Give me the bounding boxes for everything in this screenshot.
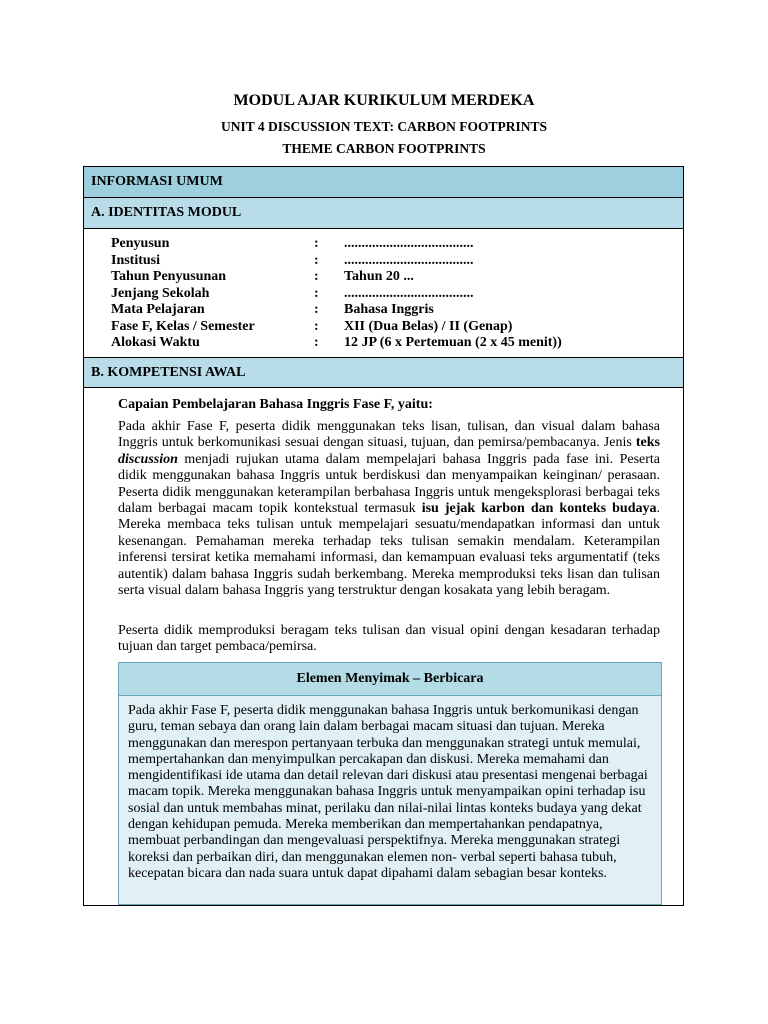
section-identitas-modul — [84, 198, 683, 229]
identity-label: Tahun Penyusunan — [111, 269, 227, 284]
identity-colon: : — [314, 236, 319, 251]
section-kompetensi-awal — [84, 357, 683, 388]
capaian-paragraph-2: Peserta didik memproduksi beragam teks tulisan dan visual opini dengan kesadaran terhadap tujuan dan target pembaca/pemirsa. — [118, 623, 660, 655]
identity-colon: : — [314, 285, 319, 301]
identity-value: XII (Dua Belas) / II (Genap) — [344, 318, 513, 334]
identity-colon: : — [314, 302, 319, 317]
module-table — [83, 166, 684, 906]
identity-value: Tahun 20 ... — [344, 269, 414, 284]
identity-value: ..................................... — [344, 252, 474, 268]
identity-label: Jenjang Sekolah — [111, 285, 210, 301]
identity-label: Alokasi Waktu — [111, 335, 200, 350]
section-informasi-umum-label: INFORMASI UMUM — [91, 174, 223, 189]
capaian-heading: Capaian Pembelajaran Bahasa Inggris Fase F, yaitu: — [118, 397, 433, 412]
document-title: MODUL AJAR KURIKULUM MERDEKA — [233, 92, 535, 109]
elemen-menyimak-box — [118, 662, 662, 905]
identity-label: Mata Pelajaran — [111, 302, 205, 317]
capaian-bold-isu: isu jejak karbon dan konteks budaya — [421, 501, 657, 517]
capaian-text: menjadi rujukan utama dalam mempelajari bahasa Inggris pada fase ini. Peserta didik menggunakan bahasa Inggris untuk berdiskusi dan menyampaikan keinginan/ perasaan. Peserta didik menggunakan keterampilan berbahasa Inggris untuk mengeksplorasi berbagai teks dalam berbagai macam topik kontekstual termasuk — [118, 451, 660, 517]
theme-title: THEME CARBON FOOTPRINTS — [282, 141, 486, 156]
capaian-bold-discussion: discussion — [118, 451, 178, 467]
identity-colon: : — [314, 269, 319, 284]
identity-value: ..................................... — [344, 236, 474, 251]
section-identitas-modul-label: A. IDENTITAS MODUL — [91, 205, 242, 220]
unit-title: UNIT 4 DISCUSSION TEXT: CARBON FOOTPRINTS — [221, 119, 547, 134]
elemen-menyimak-body: Pada akhir Fase F, peserta didik menggunakan bahasa Inggris untuk berkomunikasi dengan guru, teman sebaya dan orang lain dalam berbagai macam situasi dan tujuan. Mereka menggunakan dan merespon pertanyaan terbuka dan menggunakan strategi untuk memulai, mempertahankan dan menyimpulkan percakapan dan diskusi. Mereka memahami dan mengidentifikasi ide utama dan detail relevan dari diskusi atau presentasi mengenai berbagai macam topik. Mereka menggunakan bahasa Inggris untuk menyampaikan opini terhadap isu sosial dan untuk membahas minat, perilaku dan nilai-nilai lintas konteks budaya yang dekat dengan kehidupan pemuda. Mereka memberikan dan mempertahankan pendapatnya, membuat perbandingan dan mengevaluasi perspektifnya. Mereka menggunakan strategi koreksi dan perbaikan diri, dan menggunakan elemen non- verbal seperti bahasa tubuh, kecepatan bicara dan nada suara untuk dapat dipahami dalam sebagian besar konteks. — [128, 703, 648, 881]
identity-value: 12 JP (6 x Pertemuan (2 x 45 menit)) — [344, 335, 562, 350]
capaian-text: Pada akhir Fase F, peserta didik menggunakan teks lisan, tulisan, dan visual dalam bahasa Inggris untuk berkomunikasi sesuai dengan situasi, tujuan, dan pemirsa/pembacanya. Jenis — [118, 419, 660, 451]
section-informasi-umum — [84, 167, 683, 198]
capaian-text: . Mereka membaca teks tulisan untuk mempelajari sesuatu/mendapatkan informasi dan untuk kesenangan. Pemahaman mereka terhadap teks tulisan semakin mendalam. Keterampilan inferensi tersirat ketika memahami informasi, dan kemampuan evaluasi teks argumentatif (teks autentik) dalam bahasa Inggris sudah berkembang. Mereka memproduksi teks lisan dan tulisan serta visual dalam bahasa Inggris yang terstruktur dengan kosakata yang lebih beragam. — [118, 501, 660, 599]
section-kompetensi-awal-label: B. KOMPETENSI AWAL — [91, 364, 246, 380]
identity-value: Bahasa Inggris — [344, 302, 434, 317]
capaian-bold-teks: teks — [635, 435, 660, 451]
identity-label: Institusi — [111, 252, 161, 268]
identity-label: Fase F, Kelas / Semester — [111, 318, 255, 334]
identity-colon: : — [314, 335, 319, 350]
capaian-paragraph-1 — [118, 419, 660, 599]
identity-colon: : — [314, 252, 319, 268]
identity-colon: : — [314, 318, 319, 334]
elemen-menyimak-title: Elemen Menyimak – Berbicara — [119, 663, 661, 696]
identity-label: Penyusun — [111, 236, 170, 251]
identity-value: ..................................... — [344, 285, 474, 301]
